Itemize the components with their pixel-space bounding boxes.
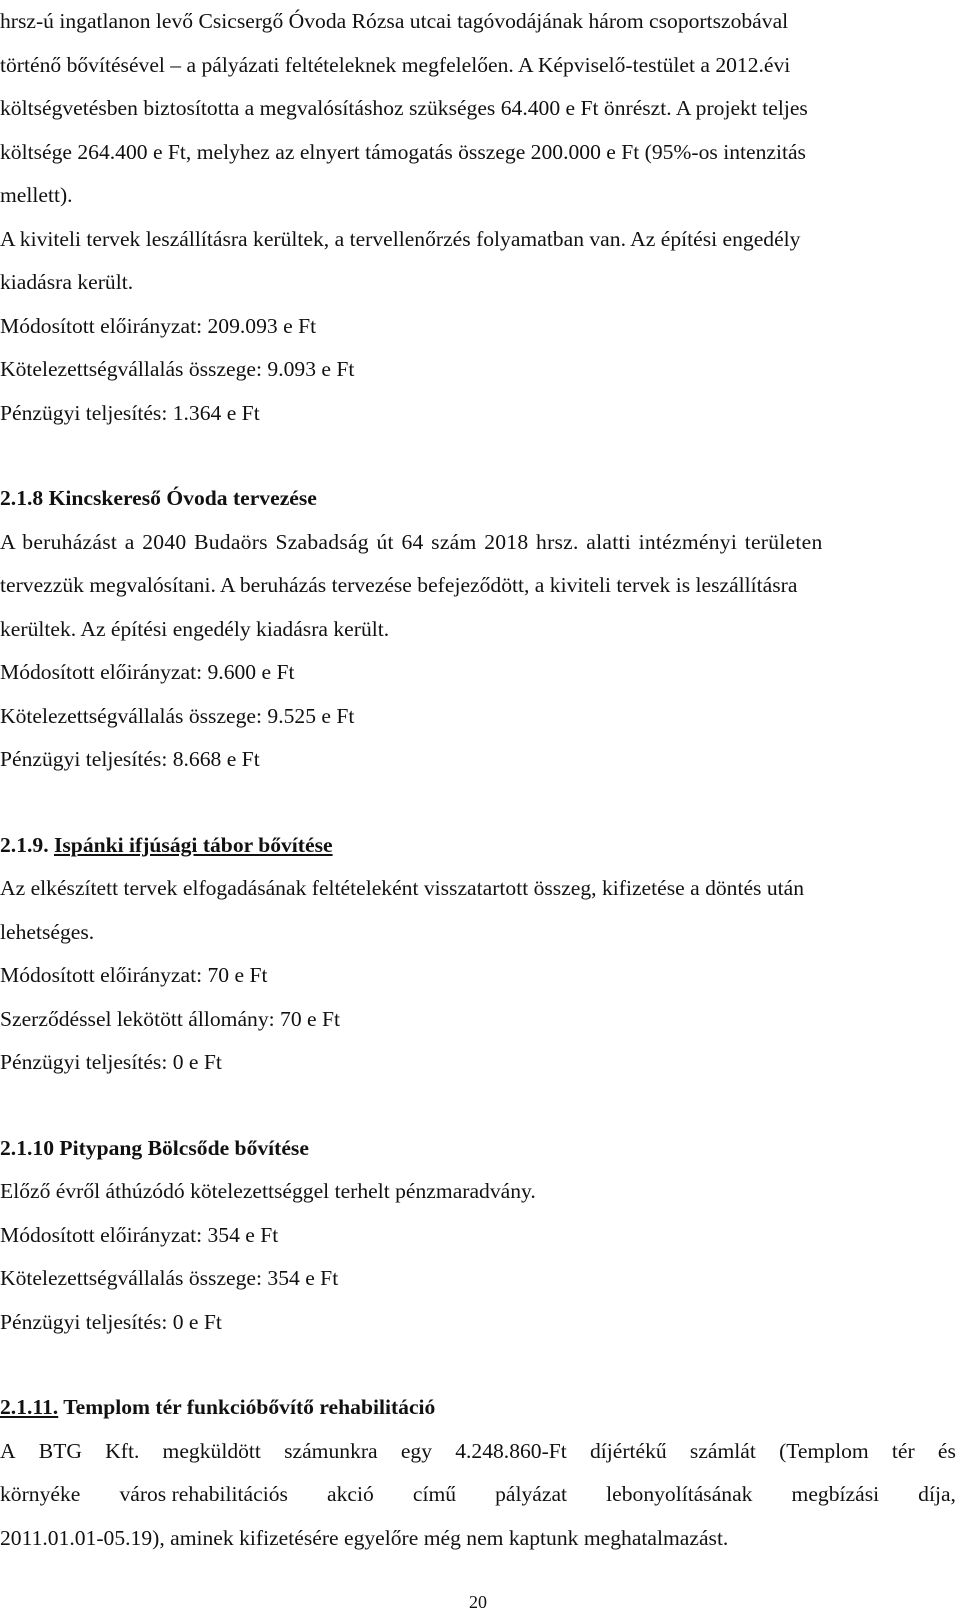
intro-line-1 <box>0 0 956 44</box>
section-number: 2.1.9. <box>0 832 49 857</box>
text-line: hrsz-ú ingatlanon levő Csicsergő Óvoda Rózsa utcai tagóvodájának három csoportszobával <box>0 9 789 33</box>
commitment-amount: Kötelezettségvállalás összege: 354 e Ft <box>0 1266 339 1290</box>
word: című <box>412 1482 457 1506</box>
spacer <box>0 1085 956 1127</box>
word: akció <box>327 1482 374 1506</box>
section-2-1-8-line-2: tervezzük megvalósítani. A beruházás tervezése befejeződött, a kiviteli tervek is leszállításra <box>0 573 798 597</box>
word: megküldött <box>162 1438 261 1463</box>
intro-line-7 <box>0 261 956 305</box>
commitment-amount: Kötelezettségvállalás összege: 9.093 e Ft <box>0 357 355 381</box>
section-2-1-9-line-1: Az elkészített tervek elfogadásának feltételeként visszatartott összeg, kifizetése a döntés után <box>0 876 805 900</box>
section-heading-2-1-9 <box>0 824 956 868</box>
text-line: történő bővítésével – a pályázati feltételeknek megfelelően. A Képviselő-testület a 2012.évi <box>0 52 791 77</box>
modified-appropriation: Módosított előirányzat: 354 e Ft <box>0 1222 279 1247</box>
section-title: Templom tér funkcióbővítő rehabilitáció <box>63 1395 436 1419</box>
section-title: Ispánki ifjúsági tábor bővítése <box>54 832 333 857</box>
word: díja, <box>918 1482 956 1506</box>
word: tér <box>891 1438 915 1463</box>
text-line: költsége 264.400 e Ft, melyhez az elnyert támogatás összege 200.000 e Ft (95%-os intenzitás <box>0 139 806 164</box>
intro-line-6 <box>0 218 956 262</box>
word: környéke <box>0 1482 81 1506</box>
word: BTG <box>38 1438 82 1463</box>
intro-line-2 <box>0 44 956 88</box>
modified-appropriation: Módosított előirányzat: 9.600 e Ft <box>0 660 295 684</box>
word: megbízási <box>791 1482 880 1506</box>
word: számlát <box>689 1438 756 1463</box>
financial-performance: Pénzügyi teljesítés: 0 e Ft <box>0 1050 222 1074</box>
text-line: kiadásra került. <box>0 270 134 294</box>
modified-appropriation: Módosított előirányzat: 209.093 e Ft <box>0 313 317 338</box>
word: 4.248.860-Ft <box>455 1438 567 1463</box>
word: egy <box>400 1438 433 1463</box>
modified-appropriation: Módosított előirányzat: 70 e Ft <box>0 963 268 987</box>
intro-line-4 <box>0 131 956 175</box>
word: A <box>0 1438 16 1463</box>
text-line: mellett). <box>0 183 73 207</box>
section-heading-2-1-10 <box>0 1127 956 1171</box>
section-number: 2.1.10 <box>0 1135 54 1160</box>
financial-performance: Pénzügyi teljesítés: 8.668 e Ft <box>0 747 260 771</box>
section-number: 2.1.8 <box>0 486 44 510</box>
section-number: 2.1.11. <box>0 1395 59 1419</box>
section-heading-2-1-11 <box>0 1386 956 1430</box>
spacer <box>0 1344 956 1386</box>
word: számunkra <box>284 1438 378 1463</box>
contracted-amount: Szerződéssel lekötött állomány: 70 e Ft <box>0 1006 341 1031</box>
intro-line-5 <box>0 174 956 218</box>
section-2-1-8-line-1: A beruházást a 2040 Budaörs Szabadság út 64 szám 2018 hrsz. alatti intézményi területen <box>0 529 823 554</box>
word: díjértékű <box>589 1438 667 1463</box>
section-heading-2-1-8 <box>0 477 956 521</box>
section-2-1-11-line-3: 2011.01.01-05.19), aminek kifizetésére egyelőre még nem kaptunk meghatalmazást. <box>0 1525 729 1550</box>
section-2-1-10-line-1: Előző évről áthúzódó kötelezettséggel terhelt pénzmaradvány. <box>0 1179 536 1203</box>
spacer <box>0 782 956 824</box>
spacer <box>0 435 956 477</box>
section-2-1-8-line-3: kerültek. Az építési engedély kiadásra került. <box>0 616 390 641</box>
commitment-amount: Kötelezettségvállalás összege: 9.525 e Ft <box>0 703 355 728</box>
word: Kft. <box>105 1438 140 1463</box>
page-number: 20 <box>469 1592 487 1612</box>
intro-line-3 <box>0 87 956 131</box>
financial-performance: Pénzügyi teljesítés: 1.364 e Ft <box>0 400 260 425</box>
text-line: A kiviteli tervek leszállításra kerültek, a tervellenőrzés folyamatban van. Az építési engedély <box>0 226 801 251</box>
text-line: költségvetésben biztosította a megvalósításhoz szükséges 64.400 e Ft önrészt. A projekt teljes <box>0 96 808 120</box>
section-title: Pitypang Bölcsőde bővítése <box>59 1135 309 1160</box>
section-2-1-11-line-2 <box>0 1473 956 1517</box>
financial-performance: Pénzügyi teljesítés: 0 e Ft <box>0 1309 222 1334</box>
word: (Templom <box>779 1438 869 1463</box>
section-2-1-9-line-2: lehetséges. <box>0 919 95 944</box>
section-2-1-11-line-1 <box>0 1430 956 1474</box>
word: pályázat <box>495 1482 568 1506</box>
word: és <box>937 1438 956 1463</box>
word: lebonyolításának <box>606 1482 753 1506</box>
word: város rehabilitációs <box>119 1482 288 1506</box>
section-title: Kincskereső Óvoda tervezése <box>48 486 317 510</box>
